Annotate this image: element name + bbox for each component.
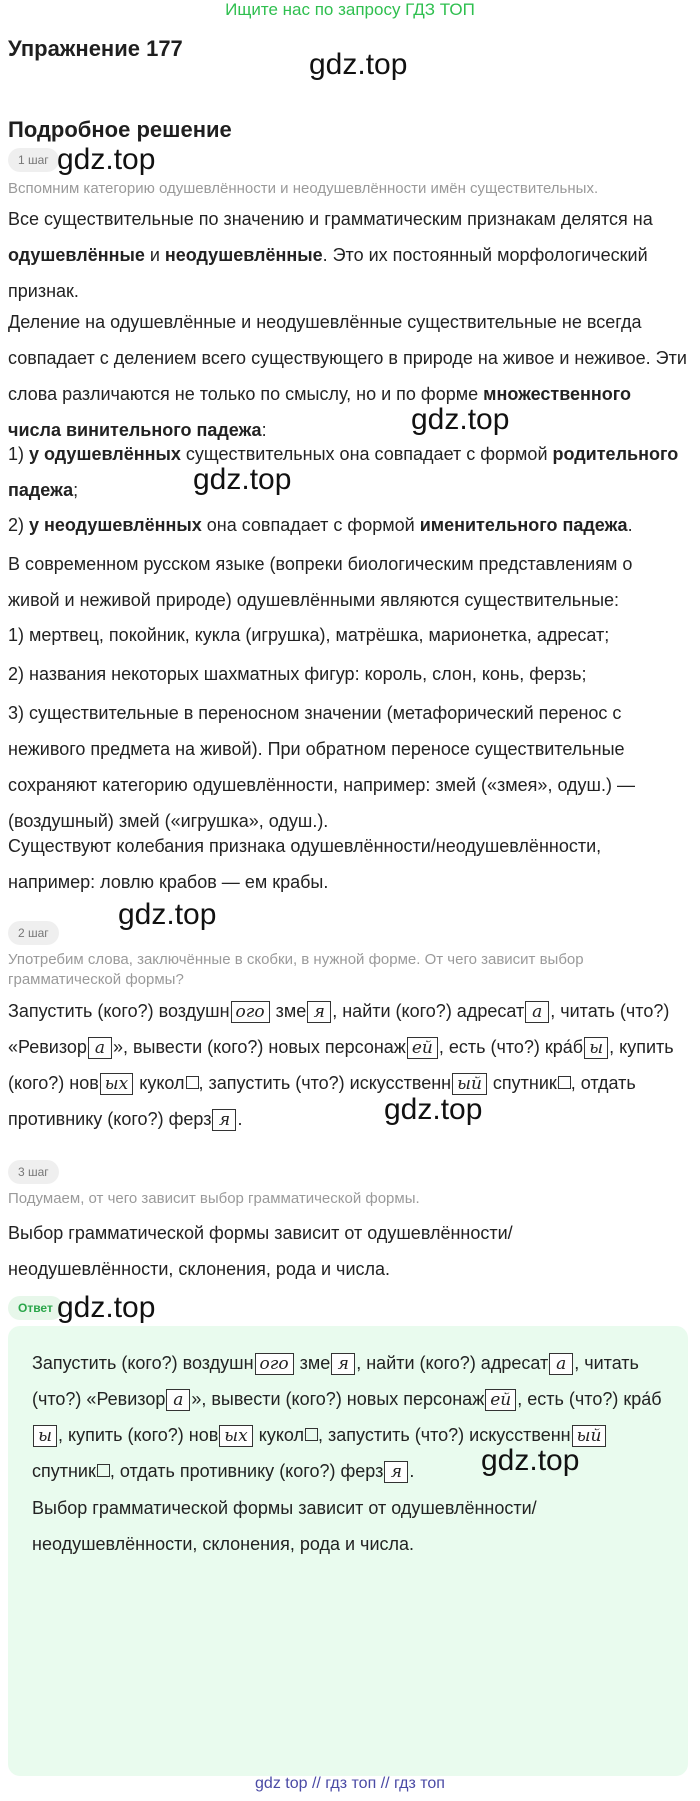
zero-ending-box (558, 1076, 571, 1089)
step-1-paragraph-5: В современном русском языке (вопреки биологическим представлениям о живой и неживой природе) одушевлёнными являются существительные: (8, 554, 633, 610)
footer-links: gdz top // гдз топ // гдз топ (255, 1775, 445, 1792)
bold-term: у одушевлённых (29, 444, 181, 464)
step-2-badge (8, 921, 59, 945)
text: . (627, 515, 633, 535)
ending-box: ый (452, 1073, 487, 1095)
text: , купить (кого?) нов (58, 1425, 219, 1445)
step-3-paragraph: Выбор грамматической формы зависит от одушевлённости/неодушевлённости, склонения, рода и числа. (8, 1223, 513, 1279)
text: Запустить (кого?) воздушн (8, 1001, 230, 1021)
ending-box: ый (572, 1425, 607, 1447)
text: спутник (32, 1461, 96, 1481)
ending-box: я (384, 1461, 408, 1483)
text: , есть (что?) кра́б (517, 1389, 662, 1409)
text: : (261, 420, 267, 440)
text: спутник (487, 1073, 557, 1093)
watermark: gdz.top (57, 1291, 156, 1324)
ending-box: ых (219, 1425, 252, 1447)
text: зме (294, 1353, 331, 1373)
ending-box: а (166, 1389, 190, 1411)
zero-ending-box (97, 1464, 110, 1477)
watermark: gdz.top (193, 463, 292, 496)
zero-ending-box (305, 1428, 318, 1441)
text: ; (73, 480, 79, 500)
text: , читать (что?) «Ревизор (32, 1353, 639, 1409)
text: », вывести (кого?) новых персонаж (191, 1389, 485, 1409)
solution-heading: Подробное решение (8, 117, 232, 142)
bold-term: неодушевлённые (164, 245, 323, 265)
text: 2) (8, 515, 30, 535)
top-banner: Ищите нас по запросу ГДЗ ТОП (225, 0, 475, 19)
ending-box: ы (584, 1037, 608, 1059)
text: кукол (253, 1425, 305, 1445)
watermark: gdz.top (411, 403, 510, 436)
ending-box: ого (255, 1353, 294, 1375)
watermark: gdz.top (384, 1093, 483, 1126)
step-3-hint: Подумаем, от чего зависит выбор грамматической формы. (8, 1190, 420, 1207)
text: . (237, 1109, 243, 1129)
text: , купить (кого?) нов (8, 1037, 674, 1093)
text: кукол (134, 1073, 185, 1093)
step-2-answer-text (8, 993, 688, 1137)
text: 1) (8, 444, 30, 464)
text: , запустить (что?) искусственн (198, 1073, 452, 1093)
step-1-badge (8, 148, 59, 172)
exercise-title: Упражнение 177 (8, 36, 183, 61)
text: зме (270, 1001, 307, 1021)
watermark: gdz.top (309, 48, 408, 81)
text: Запустить (кого?) воздушн (32, 1353, 254, 1373)
watermark: gdz.top (57, 143, 156, 176)
text: . (409, 1461, 415, 1481)
text: , найти (кого?) адресат (356, 1353, 549, 1373)
ending-box: ей (407, 1037, 438, 1059)
step-1-paragraph-3 (8, 436, 688, 508)
answer-badge (8, 1296, 63, 1320)
step-1-paragraph-9: Существуют колебания признака одушевлённости/неодушевлённости, например: ловлю крабов — ем крабы. (8, 836, 602, 892)
step-1-paragraph-2 (8, 304, 688, 448)
ending-box: а (549, 1353, 573, 1375)
text: существительных она совпадает с формой (180, 444, 553, 464)
bold-term: у неодушевлённых (29, 515, 202, 535)
text: она совпадает с формой (201, 515, 420, 535)
watermark: gdz.top (118, 898, 217, 931)
text: , отдать противнику (кого?) ферз (8, 1073, 636, 1129)
ending-box: ого (231, 1001, 270, 1023)
text: , найти (кого?) адресат (332, 1001, 525, 1021)
text: , есть (что?) кра́б (438, 1037, 584, 1057)
text: Деление на одушевлённые и неодушевлённые существительные не всегда совпадает с делением всего существующего в природе на живое и неживое. Эти слова различаются не только по смыслу, но и по форме (8, 312, 687, 404)
ending-box: ы (33, 1425, 57, 1447)
ending-box: а (525, 1001, 549, 1023)
ending-box: а (88, 1037, 112, 1059)
step-3-badge (8, 1160, 59, 1184)
step-1-paragraph-1 (8, 201, 688, 309)
step-1-paragraph-8: 3) существительные в переносном значении (метафорический перенос с неживого предмета на живой). При обратном переносе существительные сохраняют категорию одушевлённости, например: змей («змея», одуш.) — (воздушный) змей («игрушка», одуш.). (8, 703, 635, 831)
ending-box: ей (485, 1389, 516, 1411)
step-badge-label: 1 шаг (8, 148, 59, 172)
text: », вывести (кого?) новых персонаж (112, 1037, 406, 1057)
text: , запустить (что?) искусственн (318, 1425, 571, 1445)
answer-paragraph-2: Выбор грамматической формы зависит от одушевлённости/неодушевлённости, склонения, рода и числа. (32, 1498, 537, 1554)
bold-term: множественного числа винительного падежа (8, 384, 632, 440)
step-1-paragraph-6: 1) мертвец, покойник, кукла (игрушка), матрёшка, марионетка, адресат; (8, 625, 610, 645)
ending-box: я (212, 1109, 236, 1131)
text: и (144, 245, 165, 265)
ending-box: ых (100, 1073, 133, 1095)
text: , отдать противнику (кого?) ферз (109, 1461, 384, 1481)
step-badge-label: 2 шаг (8, 921, 59, 945)
ending-box: я (307, 1001, 331, 1023)
bold-term: одушевлённые (8, 245, 145, 265)
step-1-paragraph-7: 2) названия некоторых шахматных фигур: король, слон, конь, ферзь; (8, 664, 587, 684)
ending-box: я (331, 1353, 355, 1375)
step-1-hint: Вспомним категорию одушевлённости и неодушевлённости имён существительных. (8, 180, 599, 197)
zero-ending-box (186, 1076, 199, 1089)
step-badge-label: 3 шаг (8, 1160, 59, 1184)
answer-badge-label: Ответ (8, 1296, 63, 1320)
text: Все существительные по значению и грамматическим признакам делятся на (8, 209, 653, 229)
bold-term: именительного падежа (419, 515, 628, 535)
bold-term: родительного падежа (8, 444, 679, 500)
watermark: gdz.top (481, 1444, 580, 1477)
step-2-hint: Употребим слова, заключённые в скобки, в нужной форме. От чего зависит выбор грамматической формы? (8, 951, 584, 988)
text: , читать (что?) «Ревизор (8, 1001, 670, 1057)
text: . Это их постоянный морфологический признак. (8, 245, 648, 301)
step-1-paragraph-4 (8, 507, 688, 543)
